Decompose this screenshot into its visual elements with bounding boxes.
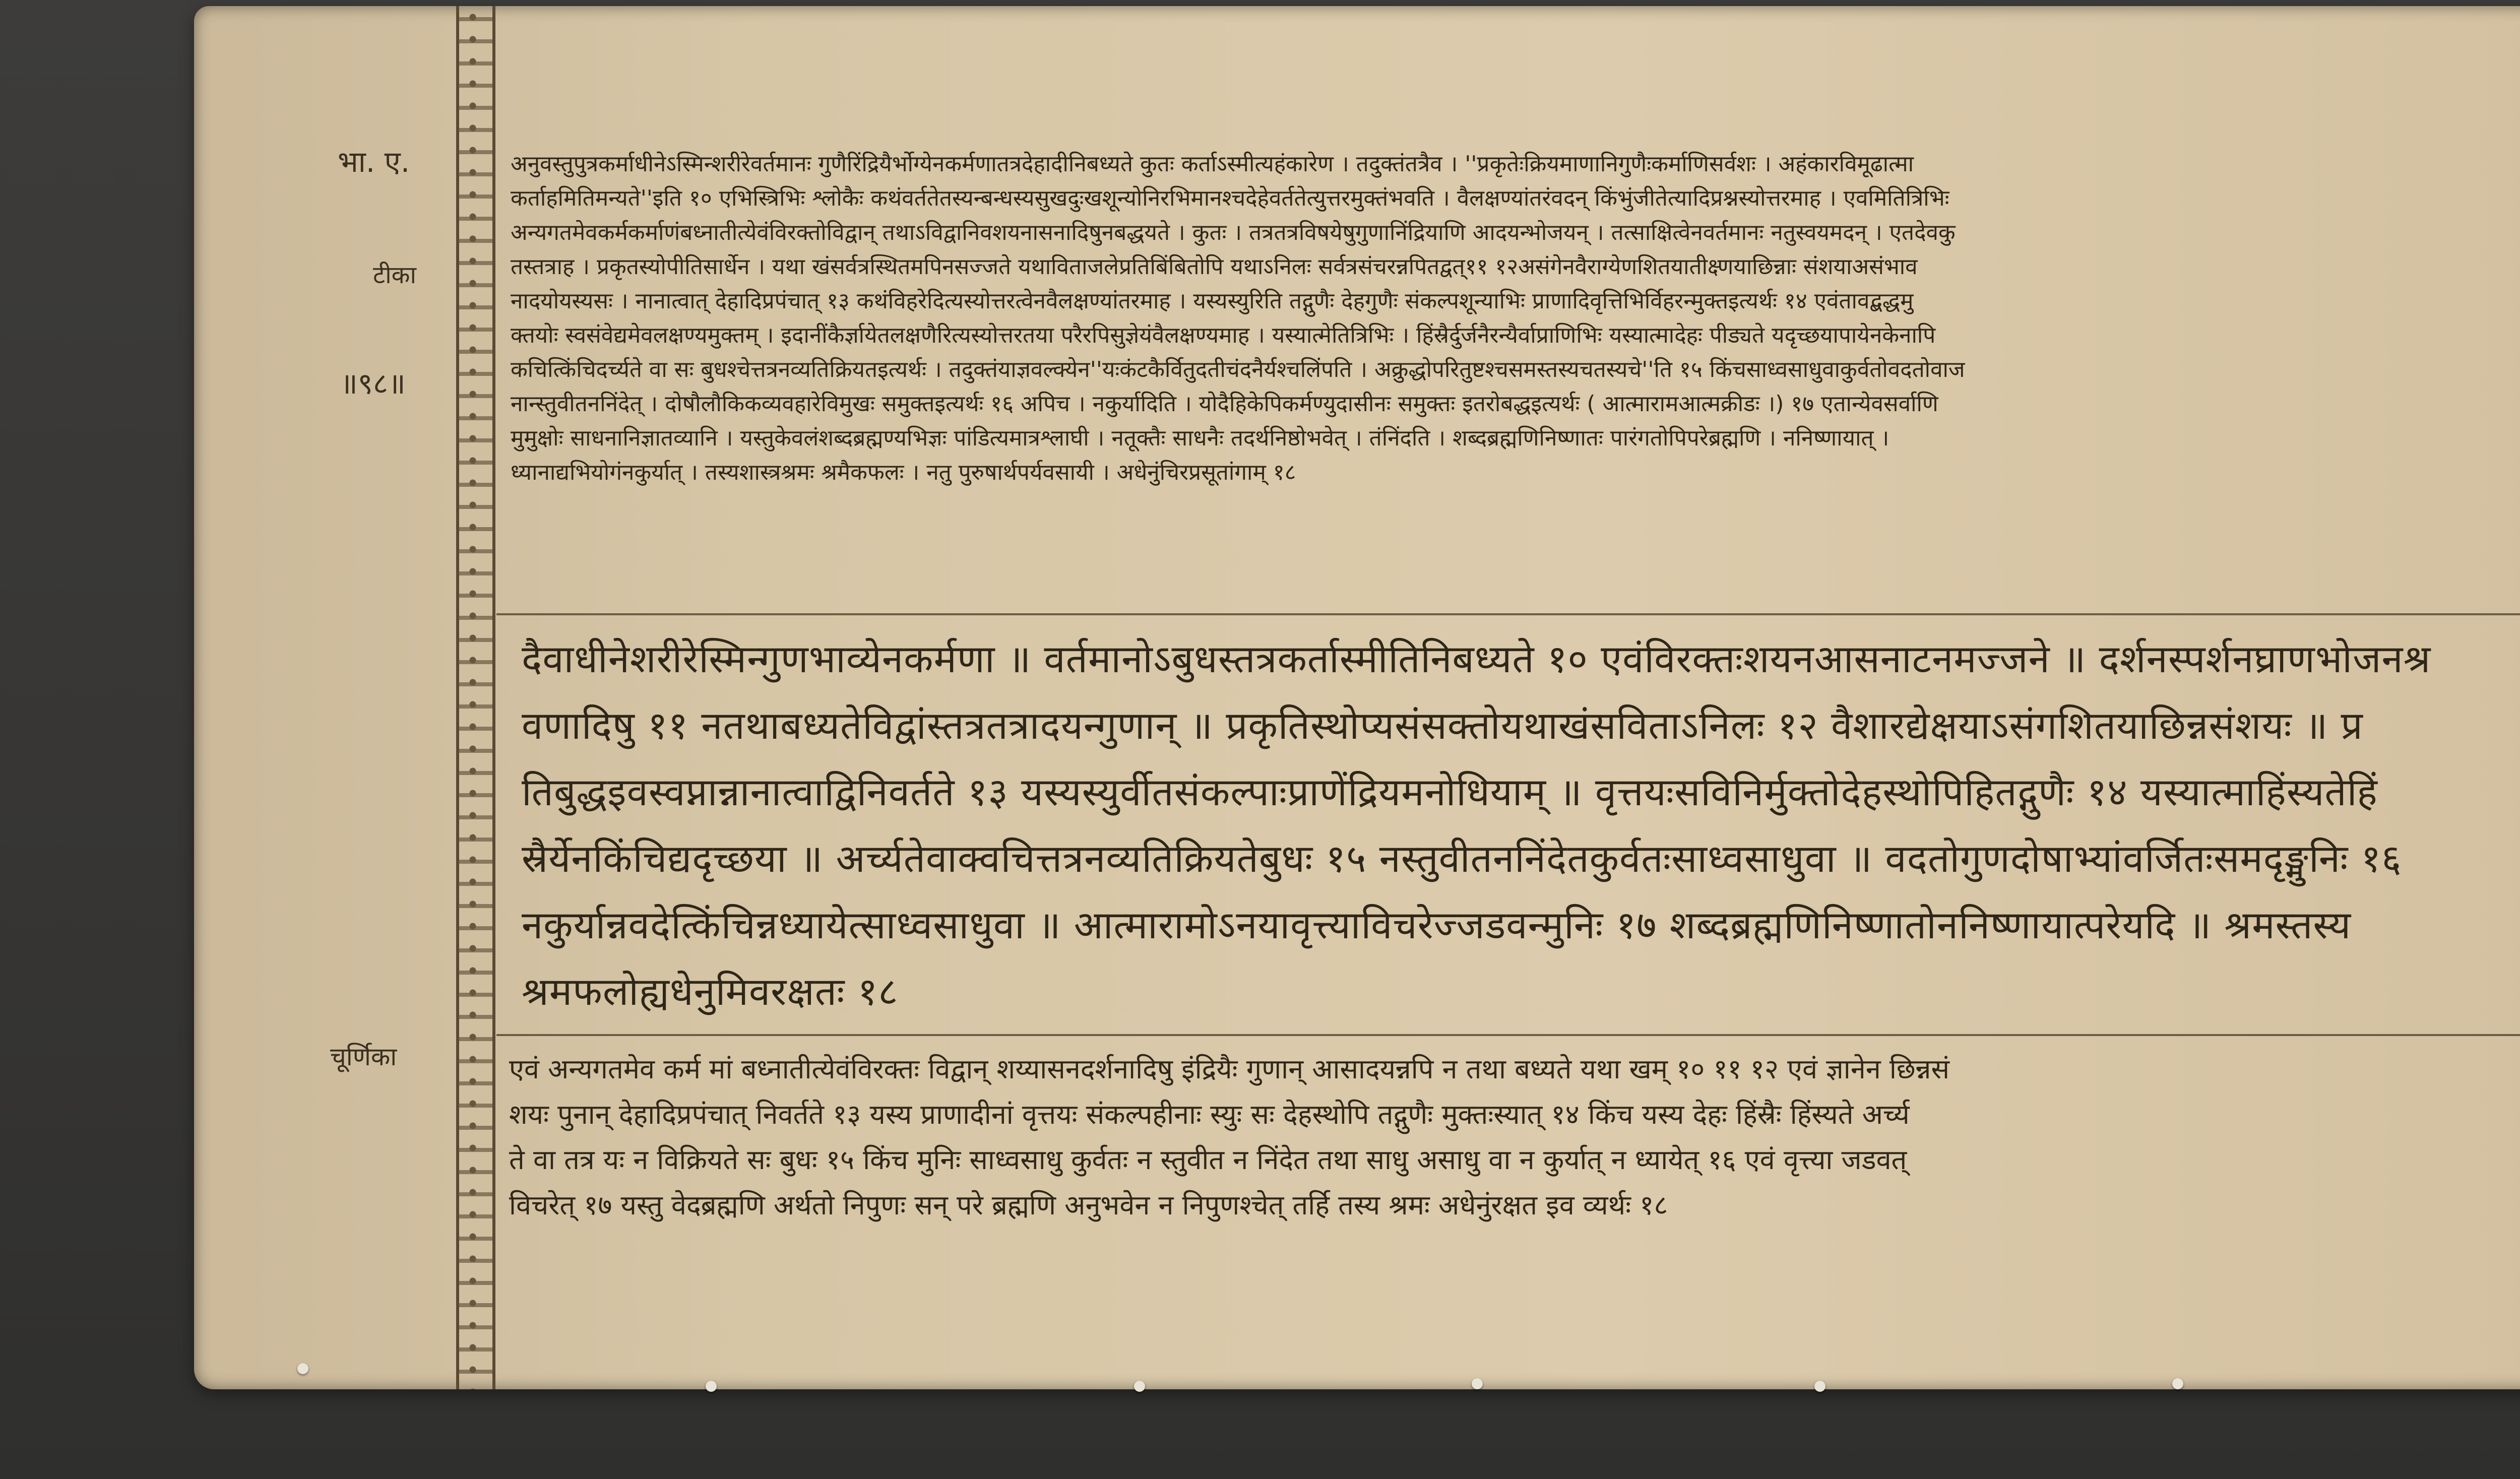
tika-line: अन्यगतमेवकर्मकर्माणंबध्नातीत्येवंविरक्तोविद्वान् तथाऽविद्वानिवशयनासनादिषुनबद्धयते । कुतः । तत्रतत्रविषयेषुगुणानिंद्रियाणि आदयन्भोजयन् । तत्साक्षित्वेनवर्तमानः नतुस्वयमदन् । एतदेवकु	[511, 220, 1956, 245]
mounting-pin	[1472, 1378, 1483, 1389]
verse-line: श्रमफलोह्यधेनुमिवरक्षतः १८	[522, 969, 899, 1014]
tika-label: टीका	[373, 261, 416, 289]
verse-line: नकुर्यान्नवदेत्किंचिन्नध्यायेत्साध्वसाधुवा ॥ आत्मारामोऽनयावृत्त्याविचरेज्जडवन्मुनिः १७ शब्दब्रह्मणिनिष्णातोननिष्णायात्परेयदि ॥ श्रमस्तस्य	[522, 903, 2352, 947]
tika-commentary	[511, 147, 2520, 490]
verse-line: वणादिषु ११ नतथाबध्यतेविद्वांस्तत्रतत्रादयन्गुणान् ॥ प्रकृतिस्थोप्यसंसक्तोयथाखंसविताऽनिलः १२ वैशारद्येक्षयाऽसंगशितयाछिन्नसंशयः ॥ प्र	[522, 703, 2363, 748]
left-header: भा. ए.	[338, 145, 410, 179]
mounting-pin	[2172, 1378, 2183, 1389]
churnika-line: एवं अन्यगतमेव कर्म मां बध्नातीत्येवंविरक्तः विद्वान् शय्यासनदर्शनादिषु इंद्रियैः गुणान् आसादयन्नपि न तथा बध्यते यथा खम् १० ११ १२ एवं ज्ञानेन छिन्नसं	[509, 1053, 1949, 1085]
verse-line: दैवाधीनेशरीरेस्मिन्गुणभाव्येनकर्मणा ॥ वर्तमानोऽबुधस्तत्रकर्तास्मीतिनिबध्यते १० एवंविरक्तःशयनआसनाटनमज्जने ॥ दर्शनस्पर्शनघ्राणभोजनश्र	[522, 636, 2431, 681]
verse-line: तिबुद्धइवस्वप्नान्नानात्वाद्विनिवर्तते १३ यस्यस्युर्वीतसंकल्पाःप्राणेंद्रियमनोधियाम् ॥ वृत्तयःसविनिर्मुक्तोदेहस्थोपिहितद्गुणैः १४ यस्यात्माहिंस्यतेहिं	[522, 769, 2378, 814]
mounting-pin	[1814, 1381, 1825, 1392]
mounting-pin	[1134, 1381, 1145, 1392]
tika-line: तस्तत्राह । प्रकृतस्योपीतिसार्धेन । यथा खंसर्वत्रस्थितमपिनसज्जते यथाविताजलेप्रतिबिंबितोपि यथाऽनिलः सर्वत्रसंचरन्नपितद्वत्११ १२असंगेनवैराग्येणशितयातीक्ष्णयाछिन्नाः संशयाअसंभाव	[511, 254, 1918, 280]
churnika-label: चूर्णिका	[330, 1042, 397, 1071]
mounting-pin	[297, 1363, 308, 1374]
tika-line: नादयोयस्यसः । नानात्वात् देहादिप्रपंचात् १३ कथंविहरेदित्यस्योत्तरत्वेनवैलक्षण्यांतरमाह । यस्यस्युरिति तद्गुणैः देहगुणैः संकल्पशून्याभिः प्राणादिवृत्तिभिर्विहरन्मुक्तइत्यर्थः १४ एवंतावद्बद्धमु	[511, 288, 1914, 314]
tika-line: कचित्किंचिदर्च्यते वा सः बुधश्चेत्तत्रनव्यतिक्रियतइत्यर्थः । तदुक्तंयाज्ञवल्क्येन''यःकंटकैर्वितुदतीचंदनैर्यश्चलिंपति । अक्रुद्धोपरितुष्टश्चसमस्तस्यचतस्यचे''ति १५ किंचसाध्वसाधुवाकुर्वतोवदतोवाज	[511, 357, 1965, 382]
churnika-line: ते वा तत्र यः न विक्रियते सः बुधः १५ किंच मुनिः साध्वसाधु कुर्वतः न स्तुवीत न निंदेत तथा साधु असाधु वा न कुर्यात् न ध्यायेत् १६ एवं वृत्त्या जडवत्	[509, 1144, 1907, 1176]
tika-line: अनुवस्तुपुत्रकर्माधीनेऽस्मिन्शरीरेवर्तमानः गुणैरिंद्रियैर्भोग्येनकर्मणातत्रदेहादीनिबध्यते कुतः कर्ताऽस्मीत्यहंकारेण । तदुक्तंतत्रैव । ''प्रकृतेःक्रियमाणानिगुणैःकर्माणिसर्वशः । अहंकारविमूढात्मा	[511, 151, 1914, 177]
section-rule	[496, 613, 2520, 615]
mounting-pin	[706, 1381, 717, 1392]
left-page-number: ॥९८॥	[340, 366, 406, 401]
manuscript-page	[194, 6, 2520, 1389]
section-rule	[496, 1034, 2520, 1036]
tika-line: ध्यानाद्यभियोगंनकुर्यात् । तस्यशास्त्रश्रमः श्रमैकफलः । नतु पुरुषार्थपर्यवसायी । अधेनुंचिरप्रसूतांगाम् १८	[511, 460, 1296, 485]
churnika-line: विचरेत् १७ यस्तु वेदब्रह्मणि अर्थतो निपुणः सन् परे ब्रह्मणि अनुभवेन न निपुणश्चेत् तर्हि तस्य श्रमः अधेनुंरक्षत इव व्यर्थः १८	[509, 1189, 1668, 1221]
tika-line: क्तयोः स्वसंवेद्यमेवलक्षण्यमुक्तम् । इदानींकैर्ज्ञायेतलक्षणैरित्यस्योत्तरतया परैरपिसुज्ञेयंवैलक्षण्यमाह । यस्यात्मेतित्रिभिः । हिंस्रैर्दुर्जनैरन्यैर्वाप्राणिभिः यस्यात्मादेहः पीड्यते यदृच्छयापायेनकेनापि	[511, 323, 1936, 348]
left-ornamental-border	[456, 6, 495, 1389]
tika-line: कर्ताहमितिमन्यते''इति १० एभिस्त्रिभिः श्लोकैः कथंवर्ततेतस्यन्बन्धस्यसुखदुःखशून्योनिरभिमानश्चदेहेवर्ततेत्युत्तरमुक्तंभवति । वैलक्षण्यांतरंवदन् किंभुंजीतेत्यादिप्रश्नस्योत्तरमाह । एवमितित्रिभिः	[511, 185, 1949, 211]
churnika-gloss	[509, 1047, 2520, 1228]
tika-line: मुमुक्षोः साधनानिज्ञातव्यानि । यस्तुकेवलंशब्दब्रह्मण्यभिज्ञः पांडित्यमात्रश्लाघी । नतूक्तैः साधनैः तदर्थनिष्ठोभवेत् । तंनिंदति । शब्दब्रह्मणिनिष्णातः पारंगतोपिपरेब्रह्मणि । ननिष्णायात् ।	[511, 425, 1889, 451]
verse-line: स्रैर्येनकिंचिद्यदृच्छया ॥ अर्च्यतेवाक्वचित्तत्रनव्यतिक्रियतेबुधः १५ नस्तुवीतननिंदेतकुर्वतःसाध्वसाधुवा ॥ वदतोगुणदोषाभ्यांवर्जितःसमदृङ्मुनिः १६	[522, 836, 2402, 881]
tika-line: नान्स्तुवीतननिंदेत् । दोषौलौकिकव्यवहारेविमुखः समुक्तइत्यर्थः १६ अपिच । नकुर्यादिति । योदैहिकेपिकर्मण्युदासीनः समुक्तः इतरोबद्धइत्यर्थः ( आत्मारामआत्मक्रीडः ।) १७ एतान्येवसर्वाणि	[511, 391, 1938, 417]
churnika-line: शयः पुनान् देहादिप्रपंचात् निवर्तते १३ यस्य प्राणादीनां वृत्तयः संकल्पहीनाः स्युः सः देहस्थोपि तद्गुणैः मुक्तःस्यात् १४ किंच यस्य देहः हिंस्रैः हिंस्यते अर्च्य	[509, 1099, 1910, 1130]
mula-verses	[522, 626, 2520, 1025]
